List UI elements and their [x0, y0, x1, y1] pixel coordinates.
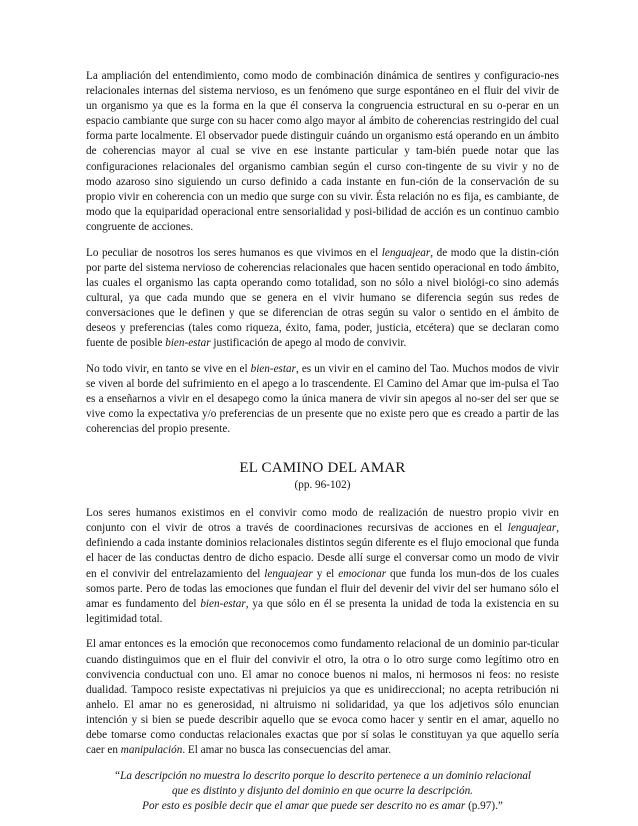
paragraph-text: Los seres humanos existimos en el convivir como modo de realización de nuestro propio vivir en conjunto con el vivir de otros a través de coordinaciones recursivas de acciones en el	[86, 507, 559, 535]
emphasis-lenguajear: lenguajear	[381, 246, 431, 259]
quote-line: “La descripción no muestra lo descrito porque lo descrito pertenece a un dominio relacional	[113, 769, 532, 782]
paragraph-text: La ampliación del entendimiento, como modo de combinación dinámica de sentires y configuracio-nes relacionales internas del sistema nervioso, es un fenómeno que surge espontáneo en el fluir del vivir de un organismo ya que es la forma en la que él conserva la congruencia estructural en su o-perar en un espacio cambiante que surge con su hacer como algo mayor al ámbito de coherencias restringido del cual forma parte localmente. El observador puede distinguir cuándo un organismo está operando en un ámbito de coherencias mayor al cual se vive en ese instante particular y tam-bién puede notar que las configuraciones relacionales del organismo cambian según el curso con-tingente de su vivir y no de modo azaroso sino siguiendo un curso definido a cada instante en fun-ción de la conservación de su propio vivir en coherencia con un medio que surge con su vivir. Ésta relación no es fija, es cambiante, de modo que la equiparidad operacional entre sensorialidad y posi-bilidad de acción es un continuo cambio congruente de acciones.	[86, 70, 559, 233]
emphasis-bien-estar: bien-estar	[250, 362, 296, 375]
emphasis-manipulacion: manipulación	[120, 744, 183, 757]
paragraph-no-todo-vivir	[86, 362, 559, 437]
emphasis-bien-estar: bien-estar	[200, 597, 246, 610]
emphasis-bien-estar: bien-estar	[165, 337, 211, 350]
section-title: EL CAMINO DEL AMAR	[239, 460, 406, 477]
paragraph-text: , es un vivir en el camino del Tao. Muchos modos de vivir se viven al borde del sufrimiento en el apego a lo trascendente. El Camino del Amar que im-pulsa el Tao es a enseñarnos a vivir en el desapego como la única manera de vivir sin apegos al no-ser del ser que se vive como la expectativa y/o preferencias de un presente que no existe pero que es creado a partir de las coherencias del propio presente.	[86, 362, 559, 436]
block-quote	[86, 769, 559, 814]
emphasis-emocionar: emocionar	[338, 567, 387, 580]
paragraph-text: , ya que sólo en él se presenta la unidad de toda la existencia en su legitimidad total.	[86, 597, 559, 625]
paragraph-lo-peculiar	[86, 246, 559, 352]
paragraph-text: justificación de apego al modo de convivir.	[210, 337, 407, 350]
quote-line	[86, 799, 559, 814]
paragraph-text: , definiendo a cada instante dominios relacionales distintos según diferente es el flujo emocional que funda el hacer de las conductas dentro de dicho espacio. Desde allí surge el conversar como un modo de vivir en el convivir del entrelazamiento del	[86, 522, 559, 580]
quote-line: que es distinto y disjunto del dominio en que ocurre la descripción.	[172, 784, 473, 797]
quote-page-reference: (p.97).”	[465, 799, 503, 812]
paragraph-seres-humanos	[86, 506, 559, 627]
paragraph-text: que funda los mun-dos de los cuales somos parte. Pero de todas las emociones que fundan el fluir del devenir del vivir del ser humano sólo el amar es fundamento del	[86, 567, 560, 610]
emphasis-lenguajear: lenguajear	[507, 522, 557, 535]
section-page-range: (pp. 96-102)	[294, 479, 351, 492]
paragraph-entendimiento	[86, 69, 559, 235]
paragraph-text: Lo peculiar de nosotros los seres humanos es que vivimos en el	[86, 246, 382, 259]
paragraph-el-amar	[86, 637, 559, 758]
quote-text: Por esto es posible decir que el amar que puede ser descrito no es amar	[142, 799, 466, 812]
paragraph-text: , de modo que la distin-ción por parte del sistema nervioso de coherencias relacionales que hacen sentido operacional en todo ámbito, las cuales el organismo las capta operando como totalidad, son no sólo a nivel biológi-co sino además cultural, ya que cada mundo que se genera en el vivir humano se diferencia según sus redes de conversaciones que le definen y que se diferencian de otras según su valor o sentido en el ámbito de deseos y preferencias (tales como riqueza, éxito, fama, poder, justicia, etcétera) que se declaran como fuente de posible	[86, 246, 560, 350]
paragraph-text: . El amar no busca las consecuencias del amar.	[182, 744, 392, 757]
paragraph-text: El amar entonces es la emoción que reconocemos como fundamento relacional de un dominio par-ticular cuando distinguimos que en el fluir del convivir el otro, la otra o lo otro surge como legítimo otro en convivencia conductual con uno. El amar no conoce buenos ni malos, ni hermosos ni feos: no resiste dualidad. Tampoco resiste expectativas ni prejuicios ya que es unidireccional; no acepta retribución ni anhelo. El amar no es generosidad, ni altruismo ni solidaridad, ya que los adjetivos sólo enuncian intención y si bien se puede describir aquello que se evoca como hacer y sentir en el amar, aquello no debe tomarse como conductas relacionales exactas que por sí solas le constituyan ya que aquello sería caer en	[86, 638, 559, 757]
paragraph-text: y el	[312, 567, 339, 580]
emphasis-lenguajear: lenguajear	[264, 567, 313, 580]
paragraph-text: No todo vivir, en tanto se vive en el	[86, 362, 251, 375]
